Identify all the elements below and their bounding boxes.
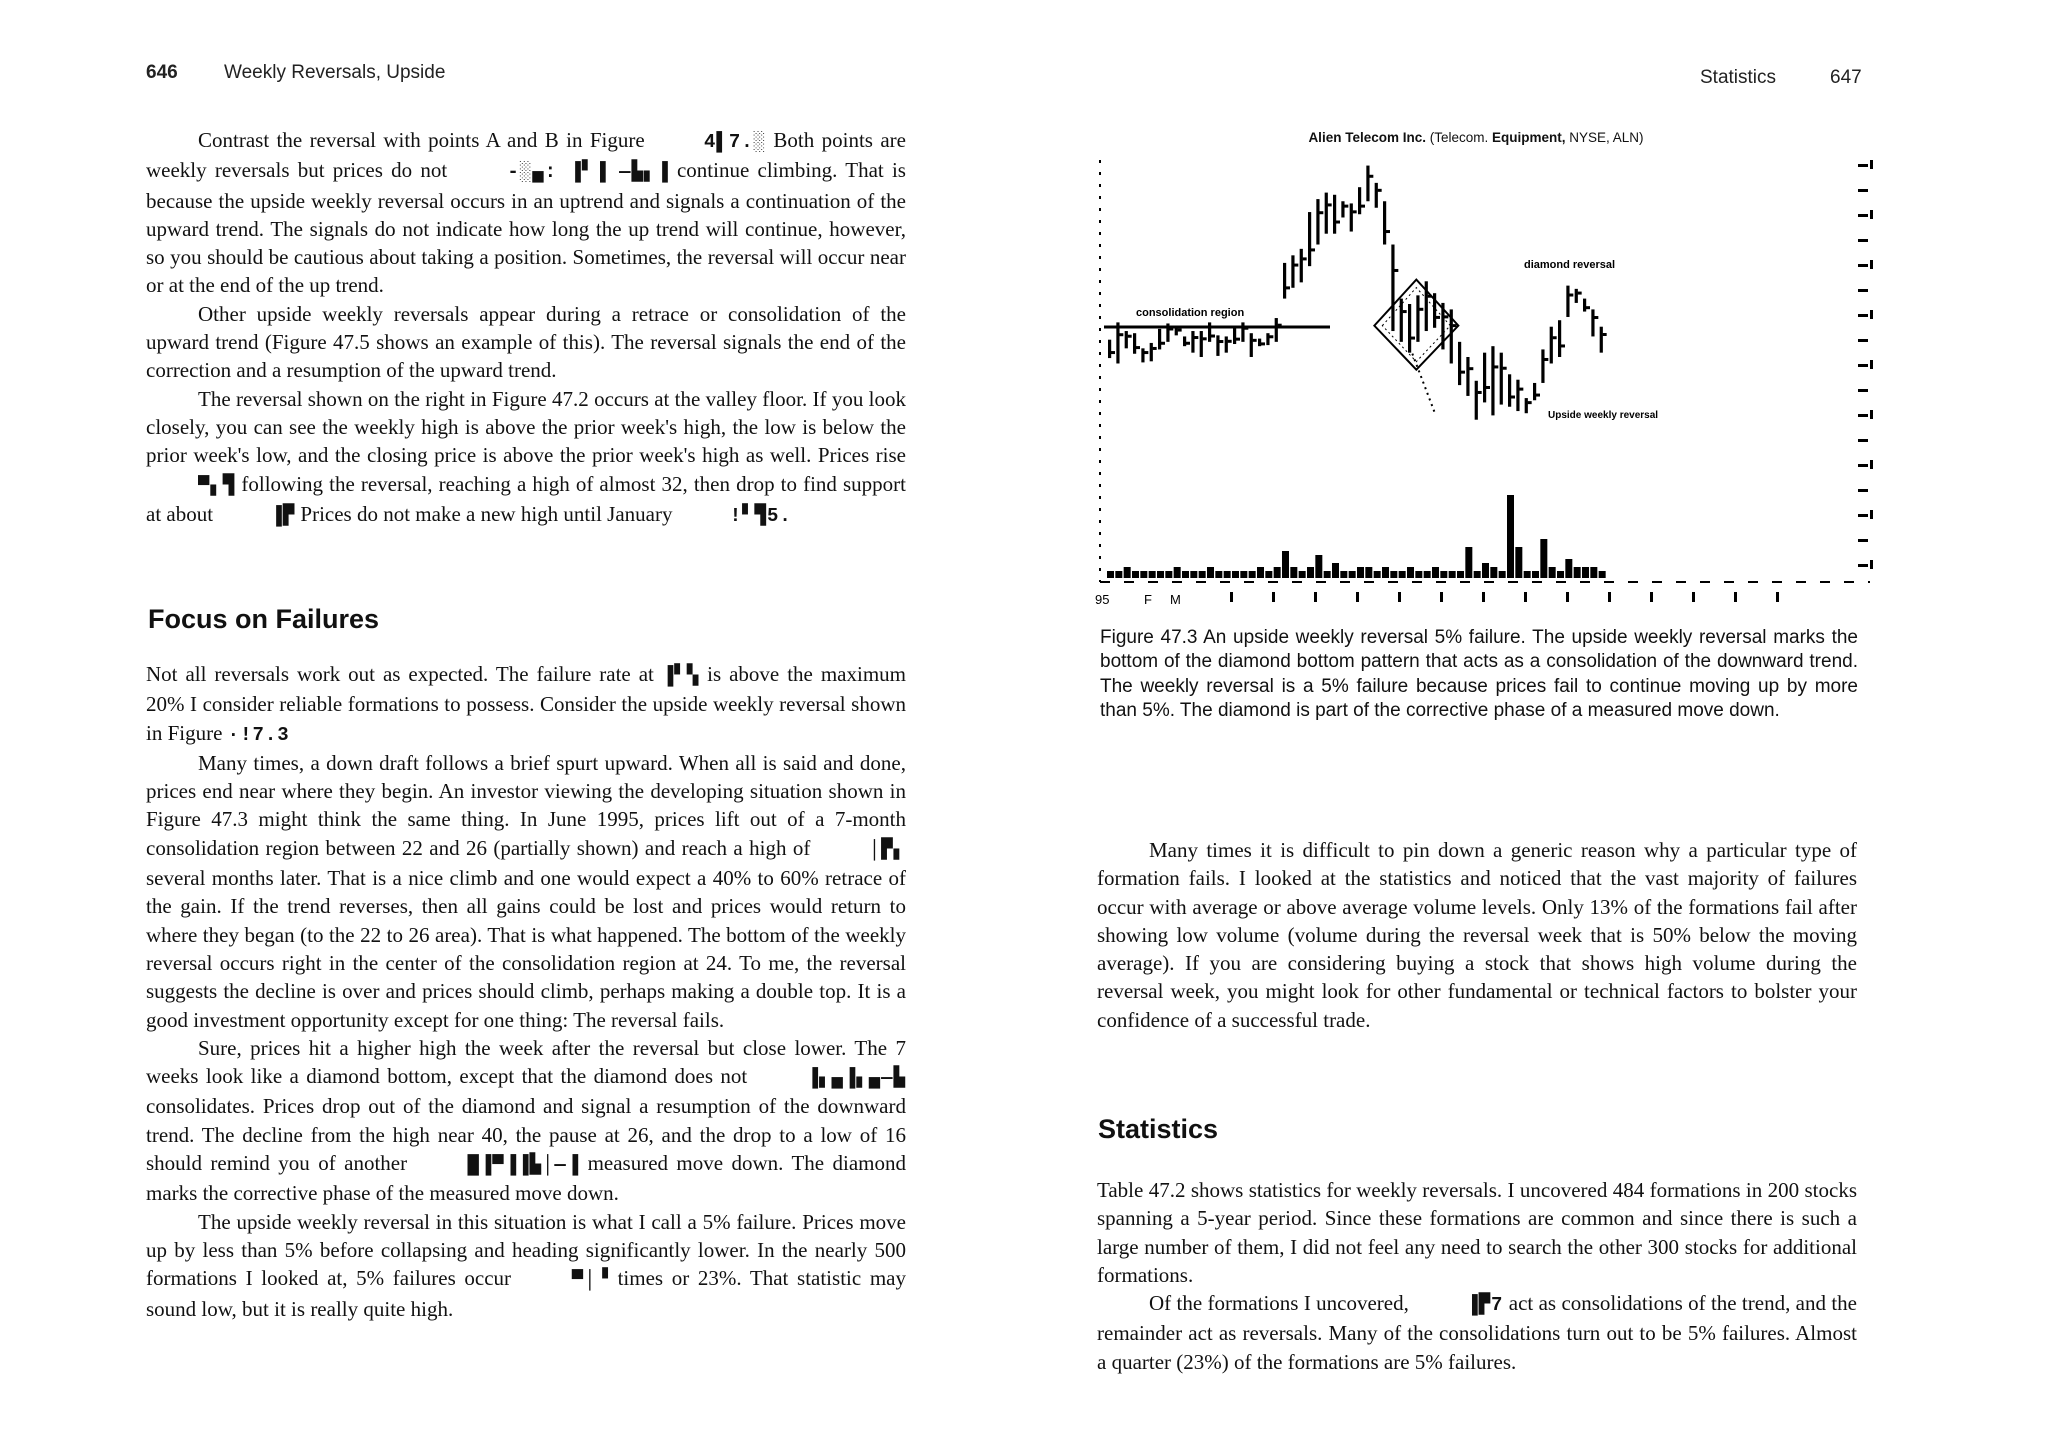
text-run: act as consolidations of the trend, and the remainder act as reversals. Many of the consolidations turn out to be 5% failures. Almost a quarter (23%) of the formations are 5% failures. <box>1097 1291 1857 1374</box>
price-bar <box>1416 295 1419 342</box>
volume-bar <box>1224 571 1231 578</box>
illegible-text: ▐▖▄▐▖▄—▙ <box>806 1067 906 1090</box>
volume-bar <box>1299 571 1306 578</box>
price-bar <box>1391 245 1394 332</box>
x-tick-label: M <box>1170 592 1181 607</box>
text-run: consolidates. Prices drop out of the diamond and signal a resumption of the downward trend. The decline from the high near 40, the pause at 26, and the drop to a low of 16 should remind you of another <box>146 1094 906 1176</box>
price-bar <box>1600 327 1603 353</box>
right-axis-tick <box>1870 560 1873 569</box>
paragraph: Table 47.2 shows statistics for weekly reversals. I uncovered 484 formations in 200 stocks spanning a 5-year period. Since these formations are common and since there is such a large number of them, I did not feel any need to search the other 300 stocks for additional formations. <box>1097 1178 1857 1287</box>
price-bar <box>1300 249 1303 283</box>
text-run: following the reversal, reaching a high of almost 32, then drop to find support at about <box>146 471 906 526</box>
price-bar <box>1591 309 1594 336</box>
price-bar <box>1366 166 1369 202</box>
right-axis-tick <box>1858 289 1868 292</box>
volume-bar <box>1307 567 1314 578</box>
right-axis-tick <box>1858 439 1868 442</box>
price-bar <box>1283 263 1286 299</box>
price-bar-close-tick <box>1361 205 1365 208</box>
price-bar <box>1175 328 1178 336</box>
price-bar-close-tick <box>1111 351 1115 354</box>
section-heading-statistics: Statistics <box>1098 1114 1219 1144</box>
volume-bar <box>1165 571 1172 578</box>
price-bar-close-tick <box>1478 391 1482 394</box>
price-bar <box>1191 331 1194 353</box>
price-bar <box>1458 342 1461 385</box>
price-bar <box>1516 380 1519 411</box>
volume-bar <box>1449 571 1456 578</box>
text-run: continue climbing. That is because the upside weekly reversal occurs in an uptrend and signals a continuation of the upward trend. The signals do not indicate how long the up trend will continue, however, so you should be cautious about taking a position. Sometimes, the reversal will occur near or at the end of the up trend. <box>146 158 906 298</box>
paragraph <box>146 1034 906 1208</box>
x-axis-ticks <box>1095 592 1779 607</box>
right-axis-tick <box>1858 464 1868 467</box>
price-bar-close-tick <box>1128 335 1132 338</box>
price-bar-close-tick <box>1511 396 1515 399</box>
text-run: Contrast the reversal with points A and B in Figure <box>198 128 653 152</box>
price-bar <box>1183 336 1186 346</box>
price-volume-chart <box>1090 150 1880 610</box>
volume-bar <box>1499 571 1506 578</box>
volume-bar <box>1557 571 1564 578</box>
price-bar <box>1483 353 1486 403</box>
volume-bar <box>1182 571 1189 578</box>
volume-bar <box>1524 571 1531 578</box>
illegible-text: │▛▖ <box>868 838 906 861</box>
right-axis-tick <box>1858 214 1868 217</box>
volume-bar <box>1232 571 1239 578</box>
volume-bar <box>1140 571 1147 578</box>
price-bar <box>1475 381 1478 420</box>
volume-bar <box>1390 571 1397 578</box>
price-bar <box>1233 328 1236 344</box>
price-bar-close-tick <box>1494 365 1498 368</box>
text-run: Both points are weekly reversals but prices do not <box>146 128 906 183</box>
price-bar-close-tick <box>1261 342 1265 345</box>
text-run: measured move down. The diamond marks the corrective phase of the measured move down. <box>146 1151 906 1206</box>
volume-bar <box>1374 571 1381 578</box>
volume-bar <box>1574 567 1581 578</box>
volume-bar <box>1332 563 1339 578</box>
volume-bar <box>1265 571 1272 578</box>
price-bar-close-tick <box>1344 205 1348 208</box>
price-bar <box>1375 183 1378 208</box>
price-bar <box>1466 357 1469 396</box>
price-bar <box>1575 289 1578 303</box>
price-bar-close-tick <box>1553 336 1557 339</box>
right-axis-tick <box>1870 410 1873 419</box>
price-bar-close-tick <box>1311 248 1315 251</box>
volume-bar <box>1415 571 1422 578</box>
right-axis-tick <box>1870 510 1873 519</box>
volume-bar <box>1257 567 1264 578</box>
volume-bar <box>1349 571 1356 578</box>
price-bar-close-tick <box>1594 316 1598 319</box>
x-tick-mark <box>1734 592 1737 602</box>
text-run: Not all reversals work out as expected. The failure rate at <box>146 662 662 686</box>
x-tick-mark <box>1356 592 1359 602</box>
right-axis-tick <box>1858 564 1868 567</box>
price-bar <box>1250 333 1253 357</box>
volume-bar <box>1149 571 1156 578</box>
text-run: Prices do not make a new high until January <box>295 501 678 526</box>
price-bar-close-tick <box>1336 221 1340 224</box>
price-bar <box>1325 193 1328 234</box>
illegible-text: ▐▛ <box>270 504 296 527</box>
volume-bar <box>1115 571 1122 578</box>
section-heading-focus-on-failures: Focus on Failures <box>148 604 380 634</box>
chart-title-company: Alien Telecom Inc. <box>1308 130 1426 145</box>
volume-bar <box>1274 567 1281 578</box>
price-bar-close-tick <box>1278 324 1282 327</box>
right-axis-tick <box>1858 164 1868 167</box>
price-bar <box>1525 398 1528 413</box>
price-bar <box>1550 327 1553 364</box>
price-bar <box>1200 331 1203 357</box>
volume-bar <box>1174 567 1181 578</box>
price-bar-close-tick <box>1436 316 1440 319</box>
price-bar-close-tick <box>1153 347 1157 350</box>
volume-bar <box>1340 571 1347 578</box>
price-bar-close-tick <box>1569 294 1573 297</box>
x-tick-mark <box>1776 592 1779 602</box>
text-run: The upside weekly reversal in this situation is what I call a 5% failure. Prices move up by less than 5% before collapsing and heading significantly lower. In the nearly 500 formations I looked at, 5% failures occur <box>146 1209 906 1291</box>
illegible-text: ▐▘▚ <box>661 665 700 687</box>
volume-bar <box>1365 567 1372 578</box>
price-bar <box>1583 299 1586 312</box>
running-title-left: Weekly Reversals, Upside <box>224 62 446 83</box>
price-bar-close-tick <box>1586 306 1590 309</box>
price-bar-close-tick <box>1444 315 1448 318</box>
x-tick-label: F <box>1144 592 1152 607</box>
volume-bar <box>1565 559 1572 578</box>
right-axis-tick <box>1858 189 1868 192</box>
volume-bar <box>1440 571 1447 578</box>
price-bar-close-tick <box>1486 386 1490 389</box>
annotation-diamond-reversal: diamond reversal <box>1524 259 1616 271</box>
price-bar <box>1316 199 1319 244</box>
price-bar-close-tick <box>1269 335 1273 338</box>
volume-bar <box>1132 571 1139 578</box>
text-run: Of the formations I uncovered, <box>1149 1291 1415 1316</box>
x-tick-mark <box>1440 592 1443 602</box>
price-bar-close-tick <box>1236 338 1240 341</box>
price-bars <box>1108 166 1607 420</box>
volume-bar <box>1157 571 1164 578</box>
price-bar <box>1533 383 1536 400</box>
price-bar <box>1358 187 1361 214</box>
page-number-right: 647 <box>1830 67 1862 88</box>
right-axis-tick <box>1870 310 1873 319</box>
volume-bar <box>1474 571 1481 578</box>
x-tick-mark <box>1398 592 1401 602</box>
volume-bar <box>1107 571 1114 578</box>
volume-bar <box>1432 567 1439 578</box>
volume-bar <box>1482 563 1489 578</box>
right-axis-tick <box>1870 460 1873 469</box>
right-axis-tick <box>1858 239 1868 242</box>
volume-bar <box>1465 547 1472 578</box>
text-run: several months later. That is a nice climb and one would expect a 40% to 60% retrace of the gain. If the trend reverses, then all gains could be lost and prices would return to where they began (to the 22 to 26 area). That is what happened. The bottom of the weekly reversal occurs right in the center of the consolidation region at 24. To me, the reversal suggests the decline is over and prices should climb, perhaps making a double top. It is a good investment opportunity except for one thing: The reversal fails. <box>146 866 906 1032</box>
right-axis-tick <box>1858 314 1868 317</box>
price-bar-close-tick <box>1286 286 1290 289</box>
price-bar-close-tick <box>1561 344 1565 347</box>
price-bar-close-tick <box>1319 211 1323 214</box>
volume-bar <box>1515 547 1522 578</box>
volume-bar <box>1282 551 1289 578</box>
price-bar <box>1566 286 1569 317</box>
price-bar <box>1333 195 1336 234</box>
x-tick-label: 95 <box>1095 592 1110 607</box>
volume-bar <box>1407 567 1414 578</box>
text-column-left-bottom <box>146 660 906 1323</box>
price-bar-close-tick <box>1228 340 1232 343</box>
price-bar-close-tick <box>1394 269 1398 272</box>
chart-annotations <box>1136 259 1658 421</box>
volume-bar <box>1424 571 1431 578</box>
paragraph <box>146 749 906 1034</box>
price-bar-close-tick <box>1211 335 1215 338</box>
right-axis-tick <box>1858 539 1868 542</box>
running-title-right: Statistics <box>1700 67 1777 88</box>
price-bar-close-tick <box>1353 210 1357 213</box>
text-run: is above the maximum 20% I consider reliable formations to possess. Consider the upside weekly reversal shown in Figure <box>146 662 906 745</box>
illegible-text: !▘▜5. <box>729 504 792 527</box>
price-bar <box>1558 320 1561 357</box>
x-tick-mark <box>1608 592 1611 602</box>
text-run: Many times, a down draft follows a brief spurt upward. When all is said and done, prices end near where they begin. An investor viewing the developing situation shown in Figure 47.3 might think the same thing. In June 1995, prices lift out of a 7-month consolidation region between 22 and 26 (partially shown) and reach a high of <box>146 750 906 860</box>
volume-bar <box>1590 567 1597 578</box>
price-bar-close-tick <box>1544 358 1548 361</box>
text-run: Sure, prices hit a higher high the week after the reversal but close lower. The 7 weeks look like a diamond bottom, except that the diamond does not <box>146 1035 906 1089</box>
right-axis-tick <box>1858 389 1868 392</box>
illegible-text: ▐▛7 <box>1466 1294 1504 1317</box>
x-tick-mark <box>1482 592 1485 602</box>
volume-bar <box>1315 555 1322 578</box>
price-bar-close-tick <box>1244 327 1248 330</box>
text-run: times or 23%. That statistic may sound low, but it is really quite high. <box>146 1266 906 1321</box>
price-bar-close-tick <box>1194 336 1198 339</box>
price-bar-close-tick <box>1411 337 1415 340</box>
price-bar <box>1150 343 1153 361</box>
price-bar-close-tick <box>1369 175 1373 178</box>
price-bar <box>1541 349 1544 383</box>
price-bar-close-tick <box>1136 346 1140 349</box>
volume-bar <box>1215 571 1222 578</box>
chart-title-industry: Equipment, <box>1492 130 1566 145</box>
price-bar-close-tick <box>1603 333 1607 336</box>
price-bar <box>1291 255 1294 287</box>
price-bar <box>1341 201 1344 217</box>
text-column-right-bottom <box>1097 1176 1857 1376</box>
chart-title <box>1096 130 1856 145</box>
price-bar-close-tick <box>1119 333 1123 336</box>
price-bar <box>1125 331 1128 348</box>
price-bar <box>1500 353 1503 405</box>
price-bar-close-tick <box>1169 327 1173 330</box>
volume-bar <box>1399 571 1406 578</box>
x-tick-mark <box>1524 592 1527 602</box>
paragraph <box>146 126 906 300</box>
chart-title-exchange: NYSE, ALN) <box>1565 130 1644 145</box>
price-bar-close-tick <box>1294 264 1298 267</box>
price-bar-close-tick <box>1378 189 1382 192</box>
price-bar-close-tick <box>1503 367 1507 370</box>
volume-bar <box>1457 571 1464 578</box>
volume-bar <box>1549 567 1556 578</box>
volume-bar <box>1582 567 1589 578</box>
chart-frame <box>1100 160 1873 582</box>
volume-bar <box>1357 567 1364 578</box>
price-bar-close-tick <box>1144 351 1148 354</box>
volume-bar <box>1507 495 1514 578</box>
volume-bar <box>1290 567 1297 578</box>
price-bar <box>1166 323 1169 341</box>
paragraph <box>146 660 906 749</box>
illegible-text: ▀▖▜ <box>198 474 236 497</box>
price-bar <box>1383 201 1386 244</box>
x-tick-mark <box>1230 592 1233 602</box>
volume-bar <box>1190 571 1197 578</box>
right-axis-tick <box>1870 210 1873 219</box>
price-bar <box>1216 335 1219 356</box>
right-axis-tick <box>1858 414 1868 417</box>
price-bar-close-tick <box>1219 340 1223 343</box>
price-bar-close-tick <box>1178 329 1182 332</box>
price-bar-close-tick <box>1469 367 1473 370</box>
x-tick-mark <box>1566 592 1569 602</box>
volume-bar <box>1249 571 1256 578</box>
price-bar <box>1266 333 1269 345</box>
volume-bar <box>1199 571 1206 578</box>
price-bar-close-tick <box>1303 257 1307 260</box>
illegible-text: ▀│▝ <box>571 1269 609 1292</box>
price-bar <box>1141 348 1144 362</box>
price-bar-close-tick <box>1161 342 1165 345</box>
price-bar <box>1350 203 1353 231</box>
paragraph <box>1097 1289 1857 1376</box>
volume-bar <box>1540 539 1547 578</box>
price-bar <box>1133 333 1136 354</box>
volume-bar <box>1490 567 1497 578</box>
annotation-upside-weekly-reversal: Upside weekly reversal <box>1548 410 1659 421</box>
paragraph: Other upside weekly reversals appear during a retrace or consolidation of the upward trend (Figure 47.5 shows an example of this). The reversal signals the end of the correction and a resumption of the upward trend. <box>146 301 906 383</box>
volume-bar <box>1599 571 1606 578</box>
price-bar-close-tick <box>1419 308 1423 311</box>
price-bar <box>1400 299 1403 342</box>
price-bar-close-tick <box>1461 371 1465 374</box>
text-run: The reversal shown on the right in Figure 47.2 occurs at the valley floor. If you look closely, you can see the weekly high is above the prior week's high, the low is below the prior week's low, and the closing price is above the prior week's high as well. Prices rise <box>146 386 906 468</box>
price-bar <box>1158 329 1161 350</box>
right-axis-tick <box>1870 260 1873 269</box>
x-tick-mark <box>1314 592 1317 602</box>
price-bar-close-tick <box>1536 394 1540 397</box>
price-bar <box>1408 304 1411 353</box>
price-bar-close-tick <box>1386 230 1390 233</box>
right-axis-tick <box>1858 364 1868 367</box>
right-axis-tick <box>1858 489 1868 492</box>
price-bar-close-tick <box>1528 401 1532 404</box>
text-column-left-top <box>146 126 906 530</box>
x-tick-mark <box>1692 592 1695 602</box>
text-column-right-top <box>1097 836 1857 1034</box>
price-bar <box>1108 340 1111 358</box>
illegible-text: 4▌7.░ <box>704 131 767 153</box>
right-axis-tick <box>1870 360 1873 369</box>
x-tick-mark <box>1650 592 1653 602</box>
price-bar <box>1275 318 1278 342</box>
price-bar-close-tick <box>1403 310 1407 313</box>
price-bar-close-tick <box>1578 292 1582 295</box>
illegible-text: -░▄: ▐▘▐ —▙▖▐ <box>507 161 669 184</box>
volume-bar <box>1124 567 1131 578</box>
page-number-left: 646 <box>146 62 178 83</box>
illegible-text: █▐▀▐▐▙│—▐ <box>467 1154 580 1177</box>
price-bar <box>1258 339 1261 347</box>
paragraph: Many times it is difficult to pin down a generic reason why a particular type of formation fails. I looked at the statistics and noticed that the vast majority of failures occur with average or above average volume levels. Only 13% of the formations fail after showing low volume (volume during the reversal week that is 50% below the moving average). If you are considering buying a stock that shows high volume during the reversal week, you might look for other fundamental or technical factors to bolster your confidence of a successful trade. <box>1097 838 1857 1032</box>
illegible-text: ·!7.3 <box>227 723 290 746</box>
price-bar-close-tick <box>1253 339 1257 342</box>
right-axis-tick <box>1870 160 1873 169</box>
right-axis-tick <box>1858 339 1868 342</box>
right-axis-tick <box>1858 514 1868 517</box>
volume-bars <box>1107 495 1606 578</box>
price-bar <box>1241 322 1244 341</box>
volume-bar <box>1324 571 1331 578</box>
volume-bar <box>1382 567 1389 578</box>
chart-title-paren: (Telecom. <box>1425 130 1493 145</box>
price-bar-close-tick <box>1203 337 1207 340</box>
price-bar <box>1491 346 1494 415</box>
price-bar <box>1308 212 1311 266</box>
price-bar <box>1208 322 1211 341</box>
annotation-consolidation-region: consolidation region <box>1136 307 1245 319</box>
price-bar <box>1508 374 1511 406</box>
volume-bar <box>1240 571 1247 578</box>
volume-bar <box>1207 567 1214 578</box>
volume-bar <box>1532 571 1539 578</box>
figure-caption: Figure 47.3 An upside weekly reversal 5% failure. The upside weekly reversal marks the bottom of the diamond bottom pattern that acts as a consolidation of the downward trend. The weekly reversal is a 5% failure because prices fail to continue moving up by more than 5%. The diamond is part of the corrective phase of a measured move down. <box>1100 627 1858 722</box>
x-tick-mark <box>1272 592 1275 602</box>
price-bar <box>1225 336 1228 352</box>
paragraph <box>146 385 906 530</box>
price-bar-close-tick <box>1186 342 1190 345</box>
right-axis-tick <box>1858 264 1868 267</box>
price-bar-close-tick <box>1328 203 1332 206</box>
price-bar <box>1116 322 1119 363</box>
paragraph <box>146 1208 906 1323</box>
price-bar-close-tick <box>1519 388 1523 391</box>
